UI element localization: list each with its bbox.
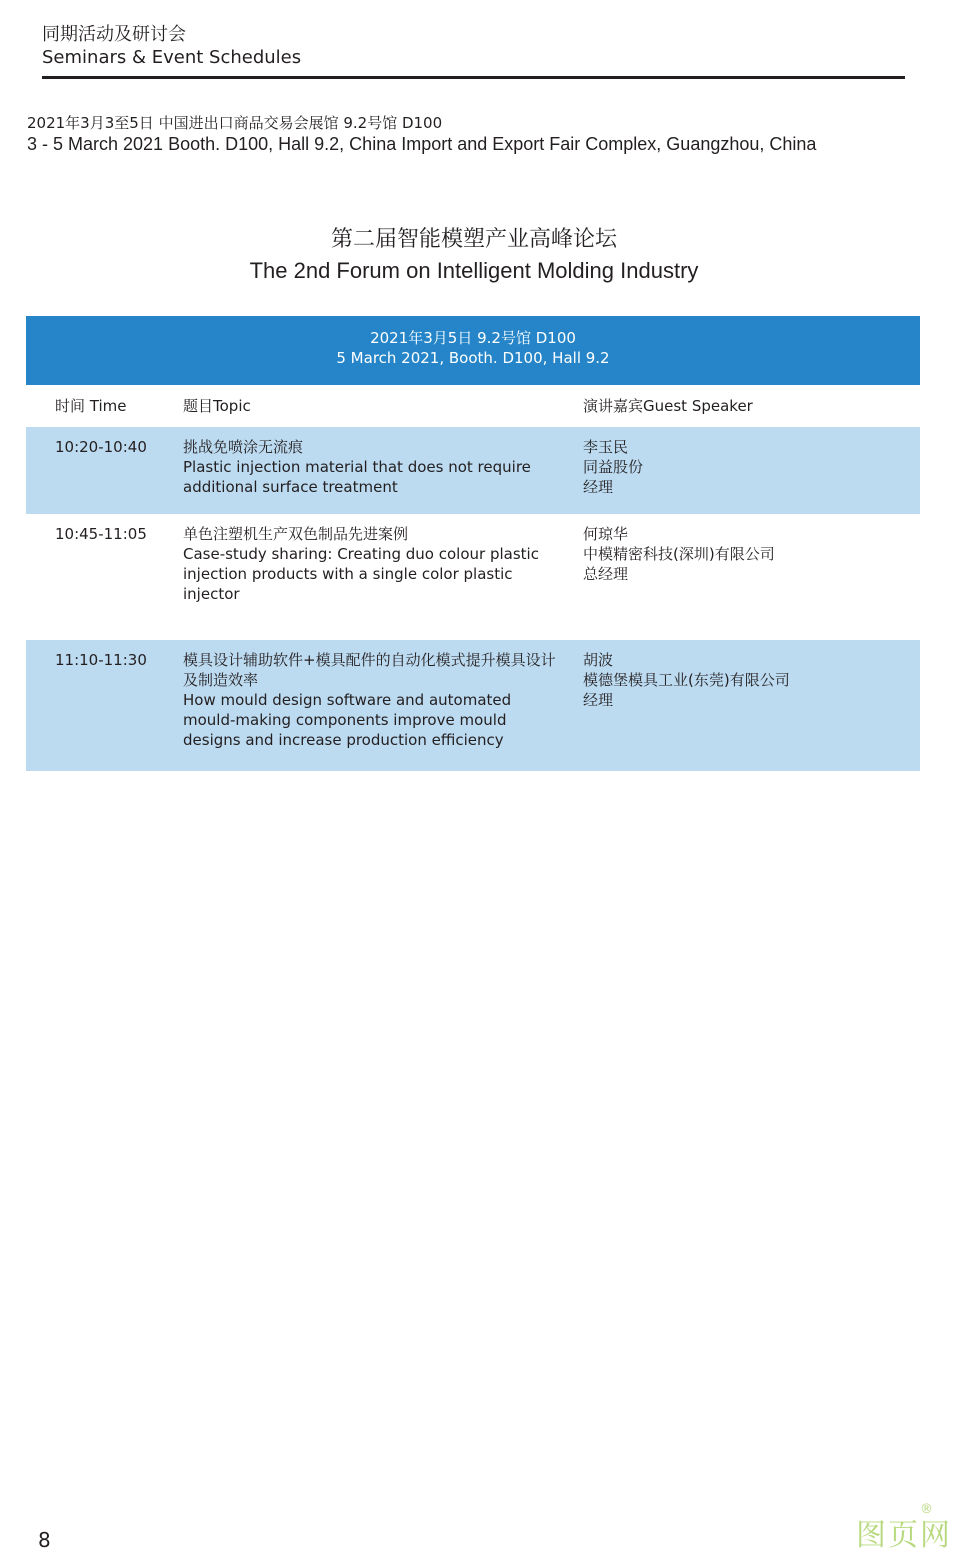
speaker-company: 中模精密科技(深圳)有限公司 bbox=[583, 545, 775, 563]
banner-date-en: 5 March 2021, Booth. D100, Hall 9.2 bbox=[336, 349, 610, 367]
column-topic: 题目Topic bbox=[183, 397, 251, 415]
table-row bbox=[26, 640, 920, 771]
header-title-cn: 同期活动及研讨会 bbox=[42, 24, 186, 45]
speaker-name: 何琼华 bbox=[583, 525, 629, 543]
page-number: 8 bbox=[38, 1528, 51, 1552]
speaker-title: 经理 bbox=[583, 691, 614, 709]
header-divider bbox=[42, 76, 905, 79]
speaker-name: 李玉民 bbox=[583, 438, 629, 456]
venue-cn: 2021年3月3至5日 中国进出口商品交易会展馆 9.2号馆 D100 bbox=[27, 114, 443, 132]
watermark-text: 图页网 bbox=[856, 1518, 952, 1553]
topic-en: Case-study sharing: Creating duo colour plastic injection products with a single color plastic injector bbox=[183, 545, 539, 603]
banner-date-cn: 2021年3月5日 9.2号馆 D100 bbox=[370, 329, 576, 347]
schedule-banner bbox=[26, 316, 920, 385]
session-topic bbox=[183, 524, 563, 604]
venue-en: 3 - 5 March 2021 Booth. D100, Hall 9.2, China Import and Export Fair Complex, Guangzhou, China bbox=[27, 134, 817, 154]
forum-title-cn: 第二届智能模塑产业高峰论坛 bbox=[330, 227, 617, 252]
session-time: 10:45-11:05 bbox=[55, 525, 147, 543]
topic-cn: 模具设计辅助软件+模具配件的自动化模式提升模具设计及制造效率 bbox=[183, 651, 556, 689]
speaker-title: 总经理 bbox=[583, 565, 629, 583]
schedule-table bbox=[26, 316, 920, 771]
header-title-en: Seminars & Event Schedules bbox=[42, 47, 302, 68]
registered-mark-icon: ® bbox=[920, 1502, 933, 1517]
session-topic bbox=[183, 437, 563, 497]
speaker-company: 同益股份 bbox=[583, 458, 644, 476]
topic-en: Plastic injection material that does not require additional surface treatment bbox=[183, 458, 531, 496]
session-speaker bbox=[583, 437, 913, 497]
speaker-name: 胡波 bbox=[583, 651, 614, 669]
column-time: 时间 Time bbox=[55, 397, 127, 415]
topic-cn: 单色注塑机生产双色制品先进案例 bbox=[183, 525, 409, 543]
topic-en: How mould design software and automated mould-making components improve mould designs and increase production efficiency bbox=[183, 691, 512, 749]
speaker-title: 经理 bbox=[583, 478, 614, 496]
speaker-company: 模德堡模具工业(东莞)有限公司 bbox=[583, 671, 790, 689]
column-headers bbox=[26, 385, 920, 427]
session-time: 11:10-11:30 bbox=[55, 651, 147, 669]
session-time: 10:20-10:40 bbox=[55, 438, 147, 456]
session-speaker bbox=[583, 524, 913, 584]
column-speaker: 演讲嘉宾Guest Speaker bbox=[583, 397, 753, 415]
topic-cn: 挑战免喷涂无流痕 bbox=[183, 438, 304, 456]
session-topic bbox=[183, 650, 563, 750]
page-header bbox=[42, 24, 905, 70]
forum-title-en: The 2nd Forum on Intelligent Molding Industry bbox=[249, 258, 699, 283]
table-row bbox=[26, 427, 920, 514]
venue-info bbox=[27, 113, 927, 155]
session-speaker bbox=[583, 650, 913, 710]
table-row bbox=[26, 514, 920, 640]
watermark-logo bbox=[856, 1502, 966, 1554]
